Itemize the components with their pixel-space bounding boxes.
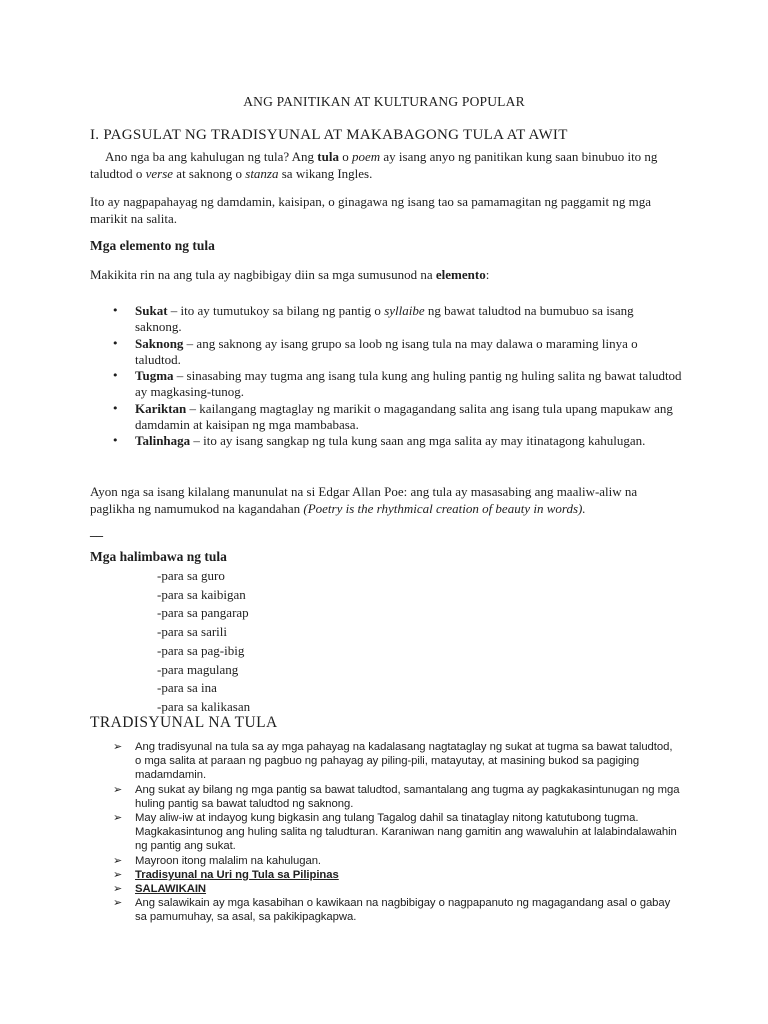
example-item: -para sa kalikasan <box>157 698 251 714</box>
example-item: -para sa sarili <box>157 624 228 640</box>
list-item <box>90 303 682 336</box>
document-title: ANG PANITIKAN AT KULTURANG POPULAR <box>243 94 525 109</box>
elements-intro-run-bold: elemento <box>435 267 486 282</box>
poe-paragraph <box>90 484 682 517</box>
list-item-text: Ang salawikain ay mga kasabihan o kawikaan na nagbibigay o nagpapanuto ng magagandang asal o gabay sa pamumuhay, sa asal, sa pakikipagkapwa. <box>135 897 671 924</box>
example-item: -para sa pangarap <box>157 605 249 621</box>
list-item-text-bold: SALAWIKAIN <box>135 883 207 896</box>
example-item: -para magulang <box>157 661 239 677</box>
arrow-bullet-icon: ➢ <box>113 782 123 796</box>
element-desc: – kailangang magtaglay ng marikit o magagandang salita ang isang tula upang mapukaw ang damdamin at kaisipan ng mga mambabasa. <box>135 400 673 433</box>
bullet-icon: • <box>112 336 119 350</box>
list-item <box>90 868 680 882</box>
element-term: Talinhaga <box>135 433 191 449</box>
intro-run: ay isang anyo ng panitikan kung saan binubuo ito ng taludtod o <box>90 149 658 181</box>
intro-run-italic: stanza <box>245 165 279 181</box>
element-term: Tugma <box>135 368 174 384</box>
element-desc-italic: syllaibe <box>384 303 425 318</box>
poe-run: Ayon nga sa isang kilalang manunulat na si Edgar Allan Poe: ang tula ay masasabing ang maaliw-aliw na paglikha ng namumukod na kagandahan <box>90 484 638 516</box>
elements-heading: Mga elemento ng tula <box>90 238 215 253</box>
list-item <box>90 336 682 369</box>
arrow-bullet-icon: ➢ <box>113 882 123 896</box>
arrow-bullet-icon: ➢ <box>113 740 123 753</box>
bullet-icon: • <box>112 304 119 317</box>
examples-list <box>157 567 250 717</box>
list-item <box>90 433 682 449</box>
intro-run-italic: verse <box>145 165 174 181</box>
list-item <box>90 882 680 896</box>
example-item: -para sa kaibigan <box>157 586 246 602</box>
intro-run: sa wikang Ingles. <box>278 165 373 181</box>
list-item <box>90 401 682 434</box>
section-heading: I. PAGSULAT NG TRADISYUNAL AT MAKABAGONG TULA AT AWIT <box>90 127 568 143</box>
tradisyunal-list <box>90 740 680 925</box>
example-item: -para sa pag-ibig <box>157 642 245 658</box>
tradisyunal-heading: TRADISYUNAL NA TULA <box>90 714 278 731</box>
bullet-icon: • <box>112 401 119 415</box>
element-desc: ng bawat taludtod na bumubuo sa isang saknong. <box>135 303 634 335</box>
list-item-text: Ang tradisyunal na tula sa ay mga pahayag na kadalasang nagtataglay ng sukat at tugma sa bawat taludtod, o mga salita at paraan ng pagbuo ng pahayag ay piling-pili, matayutay, at masining bukod sa pagiging madamdamin. <box>135 741 673 782</box>
list-item <box>90 811 680 854</box>
paragraph-2: Ito ay nagpapahayag ng damdamin, kaisipan, o ginagawa ng isang tao sa pamamagitan ng paggamit ng mga marikit na salita. <box>90 194 652 226</box>
intro-run-italic: poem <box>351 149 381 164</box>
list-item <box>90 783 680 811</box>
poe-run-italic: (Poetry is the rhythmical creation of beauty in words). <box>303 500 586 516</box>
example-item: -para sa ina <box>157 680 217 696</box>
list-item-text-bold: Tradisyunal na Uri ng Tula sa Pilipinas <box>135 868 339 881</box>
list-item-text: Ang sukat ay bilang ng mga pantig sa bawat taludtod, samantalang ang tugma ay pagkakasintunugan ng mga huling pantig sa bawat taludtod ng saknong. <box>135 783 680 810</box>
elements-list <box>90 303 682 450</box>
list-item-text: May aliw-iw at indayog kung bigkasin ang tulang Tagalog dahil sa tinataglay nitong katutubong tugma. Magkakasintunog ang huling salita ng taludturan. Karaniwan nang gamitin ang wawaluhin at lalabindalawahin ng pantig ang sukat. <box>135 812 677 853</box>
bullet-icon: • <box>112 369 119 383</box>
element-desc: – ang saknong ay isang grupo sa loob ng isang tula na may dalawa o maraming linya o taludtod. <box>135 335 638 367</box>
intro-run: Ano nga ba ang kahulugan ng tula? Ang <box>105 149 318 164</box>
elements-intro-run: Makikita rin na ang tula ay nagbibigay diin sa mga sumusunod na <box>90 267 436 282</box>
intro-run: o <box>338 149 352 164</box>
list-item <box>90 740 680 783</box>
element-desc: – sinasabing may tugma ang isang tula kung ang huling pantig ng huling salita ng bawat taludtod ay magkasing-tunog. <box>135 368 682 400</box>
intro-run-bold: tula <box>317 149 339 164</box>
examples-heading: Mga halimbawa ng tula <box>90 549 227 564</box>
example-item: -para sa guro <box>157 568 225 583</box>
element-desc: – ito ay isang sangkap ng tula kung saan ang mga salita ay may itinatagong kahulugan. <box>190 433 646 449</box>
list-item <box>90 896 680 924</box>
list-item <box>90 368 682 401</box>
dash-mark: __ <box>90 523 103 538</box>
elements-intro <box>90 267 682 284</box>
arrow-bullet-icon: ➢ <box>113 811 123 825</box>
intro-run: at saknong o <box>173 165 246 181</box>
element-desc: – ito ay tumutukoy sa bilang ng pantig o <box>167 303 385 318</box>
element-term: Sukat <box>135 303 168 318</box>
elements-intro-run: : <box>485 267 490 282</box>
arrow-bullet-icon: ➢ <box>113 853 123 867</box>
list-item-text: Mayroon itong malalim na kahulugan. <box>135 854 322 867</box>
element-term: Saknong <box>135 335 184 351</box>
arrow-bullet-icon: ➢ <box>113 896 123 910</box>
bullet-icon: • <box>112 434 119 448</box>
list-item <box>90 854 680 868</box>
arrow-bullet-icon: ➢ <box>113 867 123 881</box>
intro-paragraph <box>90 149 682 182</box>
element-term: Kariktan <box>135 400 187 416</box>
